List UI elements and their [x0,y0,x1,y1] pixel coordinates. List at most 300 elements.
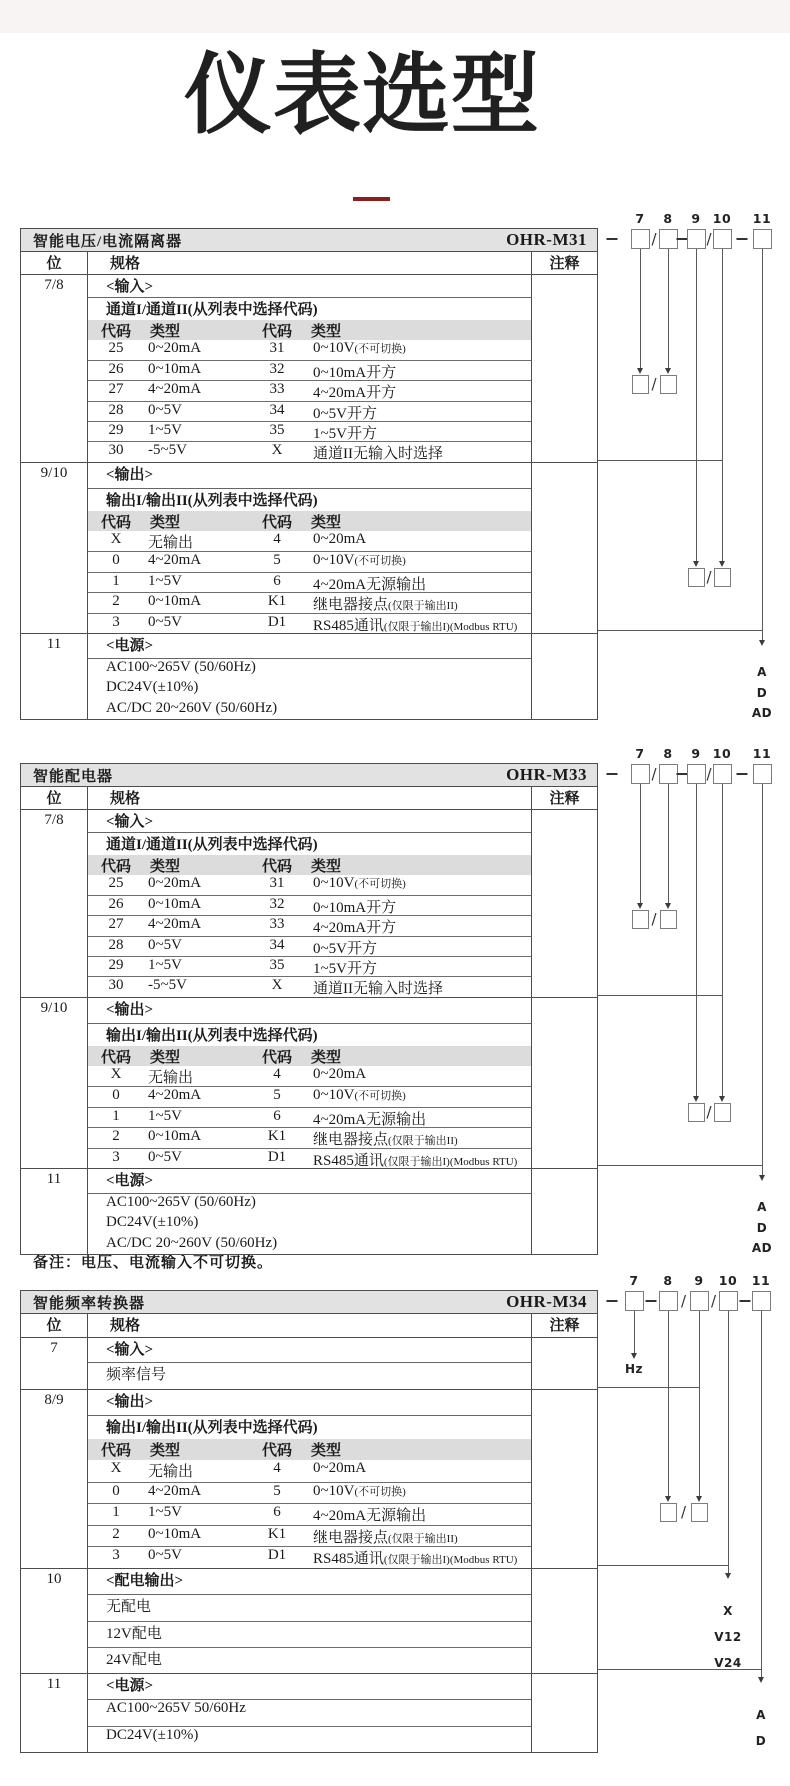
code-header [88,511,531,531]
position-number: 10 [712,211,732,226]
section-label: <电源> [88,1169,531,1194]
type-cell: 0~10mA [148,361,202,377]
pair-slash: / [651,375,657,393]
selection-box [714,1103,731,1122]
dist-option-label: X [723,1604,733,1618]
section-label: <输入> [88,810,531,833]
code-box [687,229,706,249]
code-header [88,1046,531,1066]
type-detail: (不可切换) [354,555,406,567]
title-underline [353,197,390,201]
code-box [752,1291,771,1311]
code-row [88,1066,531,1086]
note-cell [531,810,597,997]
code-cell: 34 [269,937,285,953]
type-detail: (仅限于输出I)(Modbus RTU) [383,1554,518,1566]
type-cell: 无输出 [148,1070,194,1086]
position-number: 7 [629,1273,639,1288]
model-number: OHR-M34 [506,1292,587,1311]
type-detail: (不可切换) [354,343,406,355]
type-cell: 4~20mA [148,1087,202,1103]
table-title: 智能频率转换器 [33,1295,146,1312]
code-row [88,1503,531,1525]
type-cell: 4~20mA无源输出 [313,1508,427,1524]
section-body [88,810,531,997]
code-cell: 35 [269,957,285,973]
selection-box [660,375,677,394]
code-row [88,1107,531,1127]
code-cell: 31 [269,340,285,356]
code-header-cell: 类型 [311,515,342,531]
pair-slash: / [706,1103,712,1121]
section-subtitle: 输出I/输出II(从列表中选择代码) [106,1028,318,1044]
position-number: 8 [663,746,673,761]
code-header-cell: 类型 [311,324,342,340]
type-cell: 通道II无输入时选择 [313,446,443,462]
code-header-cell: 类型 [150,324,181,340]
arrow-down-icon [665,1496,671,1502]
arrow-down-icon [693,1096,699,1102]
arrow-down-icon [693,561,699,567]
type-cell: 0~10mA [148,593,202,609]
code-row [88,401,531,421]
code-cell: K1 [267,1128,287,1144]
position-number: 11 [752,211,772,226]
code-row [88,592,531,613]
code-cell: 35 [269,422,285,438]
code-box [713,229,732,249]
type-detail: (仅限于输出I)(Modbus RTU) [383,621,518,633]
code-box [687,764,706,784]
pair-slash: / [651,910,657,928]
type-detail: (不可切换) [354,878,406,890]
table-OHR-M33 [20,763,598,1255]
section-body [88,1390,531,1568]
code-row [88,551,531,572]
code-row [88,895,531,915]
section-label: <输出> [88,463,531,489]
extension-line [598,1387,699,1388]
code-header-cell: 类型 [311,1050,342,1066]
code-header-cell: 类型 [311,1443,342,1459]
col-header-spec: 规格 [110,1318,141,1334]
code-cell: 26 [108,361,124,377]
code-box [753,764,772,784]
type-detail: (不可切换) [354,1090,406,1102]
note-cell [531,1569,597,1673]
code-cell: 30 [108,442,124,458]
type-cell: 4~20mA [148,381,202,397]
section-label: <电源> [88,1674,531,1700]
code-cell: X [271,442,283,458]
code-cell: 34 [269,402,285,418]
code-cell: X [271,977,283,993]
separator-dash [739,1300,750,1302]
section-body [88,634,531,719]
column-header-row [21,786,597,809]
code-cell: 33 [269,916,285,932]
type-cell: -5~5V [148,442,187,458]
note-cell [531,275,597,462]
code-header-cell: 类型 [150,515,181,531]
type-cell: 4~20mA开方 [313,385,397,401]
section-label: <输入> [88,1338,531,1363]
separator-dash [607,238,618,240]
vertical-line [696,249,697,561]
section-pos: 8/9 [21,1390,88,1568]
type-cell: 0~10mA [148,896,202,912]
code-cell: 1 [112,1108,120,1124]
code-cell: 2 [112,593,120,609]
code-cell: X [110,1460,122,1476]
section-body [88,463,531,633]
code-header-cell: 代码 [261,1050,292,1066]
vertical-line [722,249,723,561]
vertical-line [668,1311,669,1496]
vertical-line [634,1311,635,1353]
separator-dash [737,238,748,240]
option-row: AC100~265V 50/60Hz [106,1700,246,1716]
type-cell: 通道II无输入时选择 [313,981,443,997]
code-box [713,764,732,784]
code-row [88,421,531,441]
code-box [753,229,772,249]
section-pos: 7/8 [21,810,88,997]
code-header-cell: 代码 [261,1443,292,1459]
separator-dash [646,1300,657,1302]
selection-box [660,1503,677,1522]
option-row: 24V配电 [88,1647,531,1673]
section-pos: 7/8 [21,275,88,462]
separator-slash: / [710,1292,717,1310]
col-header-pos: 位 [21,252,88,274]
option-row: AC100~265V (50/60Hz) [106,1194,256,1210]
extension-line [598,995,722,996]
position-number: 8 [663,211,673,226]
power-option-label: D [756,1221,768,1235]
vertical-line [668,784,669,903]
table-title: 智能配电器 [33,768,114,785]
type-cell: 0~5V [148,1149,182,1165]
position-number: 11 [752,746,772,761]
code-cell: 29 [108,422,124,438]
type-cell: 4~20mA无源输出 [313,1112,427,1128]
code-row [88,875,531,895]
section [21,809,597,997]
code-row [88,441,531,462]
top-band [0,0,790,33]
code-row [88,380,531,401]
section-subtitle: 输出I/输出II(从列表中选择代码) [106,493,318,509]
pair-slash: / [706,568,712,586]
code-header [88,855,531,875]
section [21,997,597,1168]
type-cell: 0~20mA [313,1460,367,1476]
type-cell: RS485通讯(仅限于输出I)(Modbus RTU) [313,618,518,634]
type-cell: 0~10V(不可切换) [313,340,406,356]
code-box [625,1291,644,1311]
section [21,633,597,719]
section-pos: 9/10 [21,463,88,633]
code-row [88,613,531,633]
code-cell: 3 [112,1547,120,1563]
section-pos: 10 [21,1569,88,1673]
section-pos: 7 [21,1338,88,1389]
arrow-down-icon [696,1496,702,1502]
code-box [631,764,650,784]
arrow-down-icon [758,1677,764,1683]
vertical-line [762,784,763,1175]
code-row [88,915,531,936]
selection-box [688,1103,705,1122]
col-header-pos: 位 [21,1314,88,1337]
vertical-line [696,784,697,1096]
option-row: DC24V(±10%) [106,1214,199,1230]
code-cell: 32 [269,361,285,377]
selection-box [714,568,731,587]
page-title: 仪表选型 [183,45,540,144]
dist-option-label: V24 [714,1656,742,1670]
section-body [88,998,531,1168]
power-option-label: A [757,1200,767,1214]
position-number: 9 [691,746,701,761]
type-cell: 0~5V [148,402,182,418]
code-cell: 26 [108,896,124,912]
arrow-down-icon [759,640,765,646]
type-detail: (仅限于输出II) [388,1135,458,1147]
note-text: 备注：电压、电流输入不可切换。 [33,1255,274,1271]
note-cell [531,1390,597,1568]
table-title-row [21,764,597,786]
code-header-cell: 代码 [261,324,292,340]
selection-box [632,375,649,394]
selection-box [691,1503,708,1522]
type-cell: 0~10mA开方 [313,365,397,381]
selection-box [632,910,649,929]
code-header-cell: 类型 [150,859,181,875]
type-cell: 0~20mA [313,531,367,547]
model-number: OHR-M33 [506,765,587,784]
extension-line [598,1565,728,1566]
table-OHR-M31 [20,228,598,720]
table-OHR-M34 [20,1290,598,1753]
separator-slash: / [651,230,657,248]
section-body [88,1338,531,1389]
type-cell: 无输出 [148,1464,194,1480]
col-header-note: 注释 [531,252,597,274]
code-cell: 4 [273,1066,281,1082]
note-cell [531,1338,597,1389]
selection-box [688,568,705,587]
position-number: 8 [663,1273,673,1288]
separator-slash: / [651,765,657,783]
type-cell: 4~20mA [148,916,202,932]
extension-line [598,460,722,461]
code-cell: X [110,1066,122,1082]
col-header-pos: 位 [21,787,88,809]
note-cell [531,998,597,1168]
code-box [690,1291,709,1311]
section-pos: 11 [21,1674,88,1752]
section [21,1568,597,1673]
vertical-line [761,1311,762,1677]
section [21,462,597,633]
type-cell: 1~5V [148,422,182,438]
code-cell: 33 [269,381,285,397]
arrow-down-icon [631,1353,637,1359]
code-row [88,1086,531,1107]
section-label: <输入> [88,275,531,298]
option-row: 12V配电 [88,1621,531,1647]
code-cell: 27 [108,381,124,397]
code-cell: 5 [273,1483,281,1499]
code-cell: 30 [108,977,124,993]
code-cell: K1 [267,1526,287,1542]
code-row [88,1525,531,1546]
type-cell: 0~5V [148,937,182,953]
position-number: 11 [751,1273,771,1288]
code-cell: 2 [112,1526,120,1542]
position-number: 9 [694,1273,704,1288]
type-cell: 1~5V [148,1108,182,1124]
power-option-label: D [755,1734,767,1748]
type-detail: (仅限于输出II) [388,1533,458,1545]
arrow-down-icon [759,1175,765,1181]
code-header-cell: 代码 [100,324,131,340]
code-cell: D1 [267,1149,287,1165]
type-cell: 1~5V开方 [313,961,377,977]
code-header-cell: 代码 [261,859,292,875]
code-header-cell: 代码 [100,515,131,531]
code-header-cell: 类型 [311,859,342,875]
code-cell: 31 [269,875,285,891]
section-subtitle: 输出I/输出II(从列表中选择代码) [106,1420,318,1436]
type-cell: 继电器接点(仅限于输出II) [313,597,458,613]
code-header [88,1439,531,1460]
code-row [88,1148,531,1168]
code-cell: 32 [269,896,285,912]
code-cell: 6 [273,573,281,589]
code-box [659,764,678,784]
code-header-cell: 代码 [100,1443,131,1459]
code-cell: 25 [108,340,124,356]
type-cell: 0~10mA开方 [313,900,397,916]
arrow-down-icon [719,561,725,567]
section-pos: 11 [21,634,88,719]
code-cell: 29 [108,957,124,973]
code-box [659,1291,678,1311]
type-cell: 继电器接点(仅限于输出II) [313,1530,458,1546]
power-option-label: AD [751,1241,773,1255]
table-title-row [21,229,597,251]
type-cell: 4~20mA [148,1483,202,1499]
col-header-note: 注释 [531,787,597,809]
position-number: 7 [635,211,645,226]
vertical-line [640,249,641,368]
code-box [719,1291,738,1311]
code-row [88,1546,531,1568]
vertical-line [640,784,641,903]
separator-slash: / [706,230,712,248]
vertical-line [762,249,763,640]
code-header-cell: 类型 [150,1443,181,1459]
code-cell: 1 [112,1504,120,1520]
arrow-down-icon [719,1096,725,1102]
type-cell: 0~5V开方 [313,941,377,957]
type-cell: 1~5V [148,1504,182,1520]
code-header-cell: 代码 [100,859,131,875]
type-cell: 0~5V [148,614,182,630]
column-header-row [21,1313,597,1337]
code-cell: 3 [112,1149,120,1165]
code-cell: 0 [112,1483,120,1499]
option-row: AC/DC 20~260V (50/60Hz) [106,700,278,716]
code-cell: 0 [112,552,120,568]
table-title: 智能电压/电流隔离器 [33,233,183,250]
code-row [88,936,531,956]
note-cell [531,1169,597,1254]
code-header-cell: 代码 [261,515,292,531]
code-row [88,360,531,380]
option-row: 无配电 [106,1599,152,1615]
type-cell: 0~5V [148,1547,182,1563]
vertical-line [668,249,669,368]
input-unit-label: Hz [624,1362,644,1376]
arrow-down-icon [725,1573,731,1579]
section-pos: 11 [21,1169,88,1254]
type-cell: 0~10V(不可切换) [313,875,406,891]
type-cell: 0~10V(不可切换) [313,1087,406,1103]
type-cell: RS485通讯(仅限于输出I)(Modbus RTU) [313,1551,518,1567]
type-cell: 0~5V开方 [313,406,377,422]
code-header-cell: 类型 [150,1050,181,1066]
section-body [88,1569,531,1673]
code-header-cell: 代码 [100,1050,131,1066]
type-cell: 0~20mA [313,1066,367,1082]
column-header-row [21,251,597,274]
arrow-down-icon [665,903,671,909]
separator-slash: / [706,765,712,783]
section-subtitle: 通道I/通道II(从列表中选择代码) [106,302,318,318]
power-option-label: AD [751,706,773,720]
section-body [88,275,531,462]
option-row: AC/DC 20~260V (50/60Hz) [106,1235,278,1251]
type-cell: 0~20mA [148,340,202,356]
code-cell: 2 [112,1128,120,1144]
separator-dash [607,773,618,775]
col-header-spec: 规格 [110,791,141,807]
section-label: <输出> [88,1390,531,1416]
code-cell: 5 [273,552,281,568]
type-cell: 4~20mA [148,552,202,568]
code-header [88,320,531,340]
section [21,274,597,462]
col-header-spec: 规格 [110,256,141,272]
code-row [88,956,531,976]
code-cell: K1 [267,593,287,609]
type-cell: 4~20mA无源输出 [313,577,427,593]
code-row [88,1127,531,1148]
pair-slash: / [680,1503,687,1521]
arrow-down-icon [637,368,643,374]
type-detail: (不可切换) [354,1486,406,1498]
code-cell: X [110,531,122,547]
type-cell: -5~5V [148,977,187,993]
vertical-line [722,784,723,1096]
option-row: AC100~265V (50/60Hz) [106,659,256,675]
section [21,1337,597,1389]
extension-line [598,630,762,631]
